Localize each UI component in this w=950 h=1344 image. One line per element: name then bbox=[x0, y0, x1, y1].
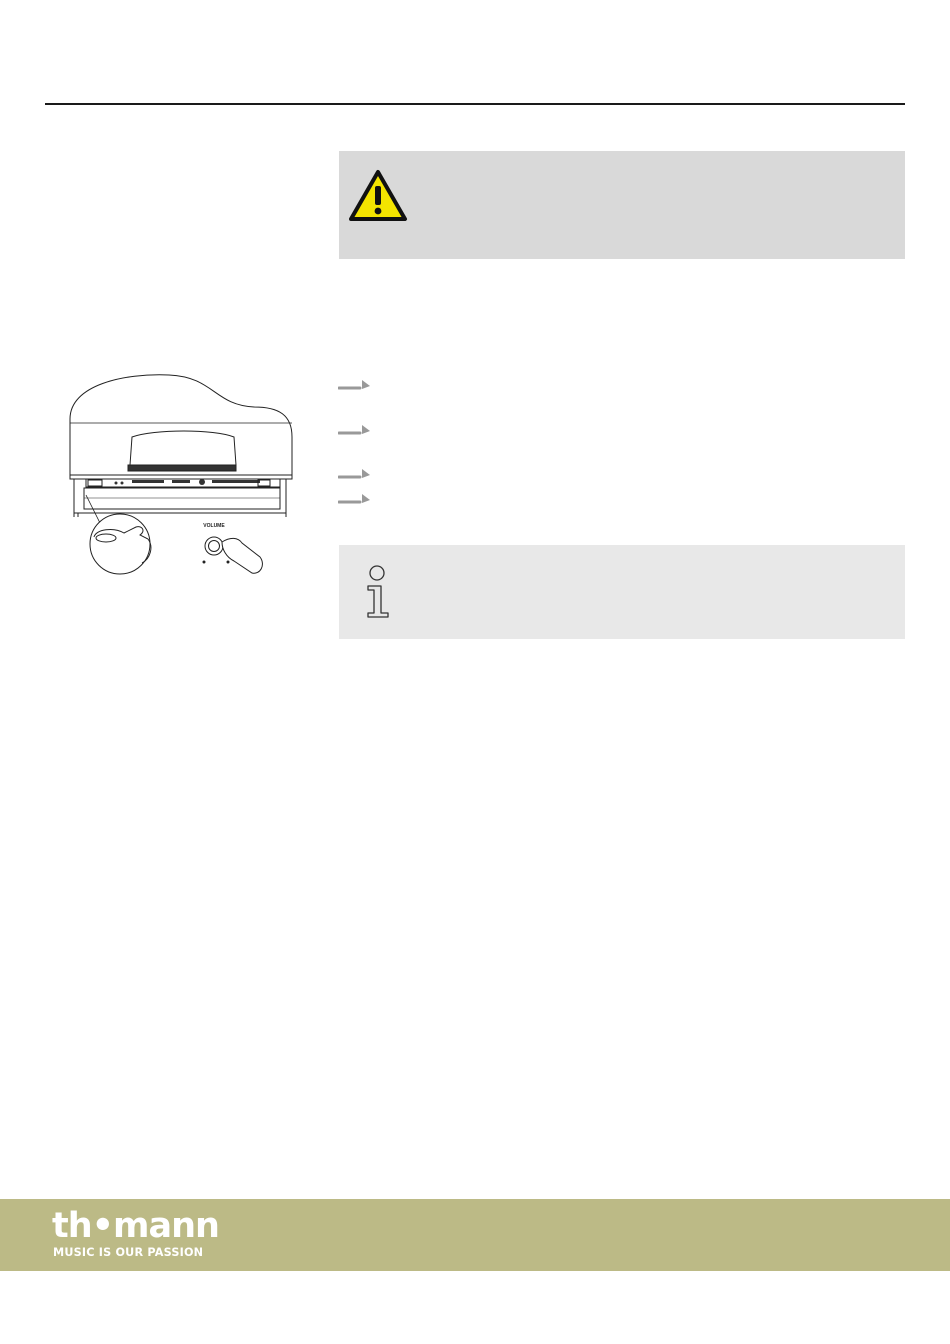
volume-label: VOLUME bbox=[203, 523, 225, 529]
brand-tagline: MUSIC IS OUR PASSION bbox=[53, 1246, 204, 1259]
step-list bbox=[338, 0, 378, 520]
info-box bbox=[339, 545, 905, 639]
brand-logo: th•mann bbox=[52, 1206, 219, 1246]
footer-bar bbox=[0, 1199, 950, 1271]
info-icon bbox=[361, 563, 393, 619]
step-arrow-icon bbox=[338, 376, 372, 390]
step-arrow-icon bbox=[338, 465, 372, 479]
piano-power-volume-figure bbox=[64, 367, 296, 579]
step-arrow-icon bbox=[338, 490, 372, 504]
step-arrow-icon bbox=[338, 421, 372, 435]
header-rule bbox=[45, 103, 905, 105]
warning-box bbox=[339, 151, 905, 259]
